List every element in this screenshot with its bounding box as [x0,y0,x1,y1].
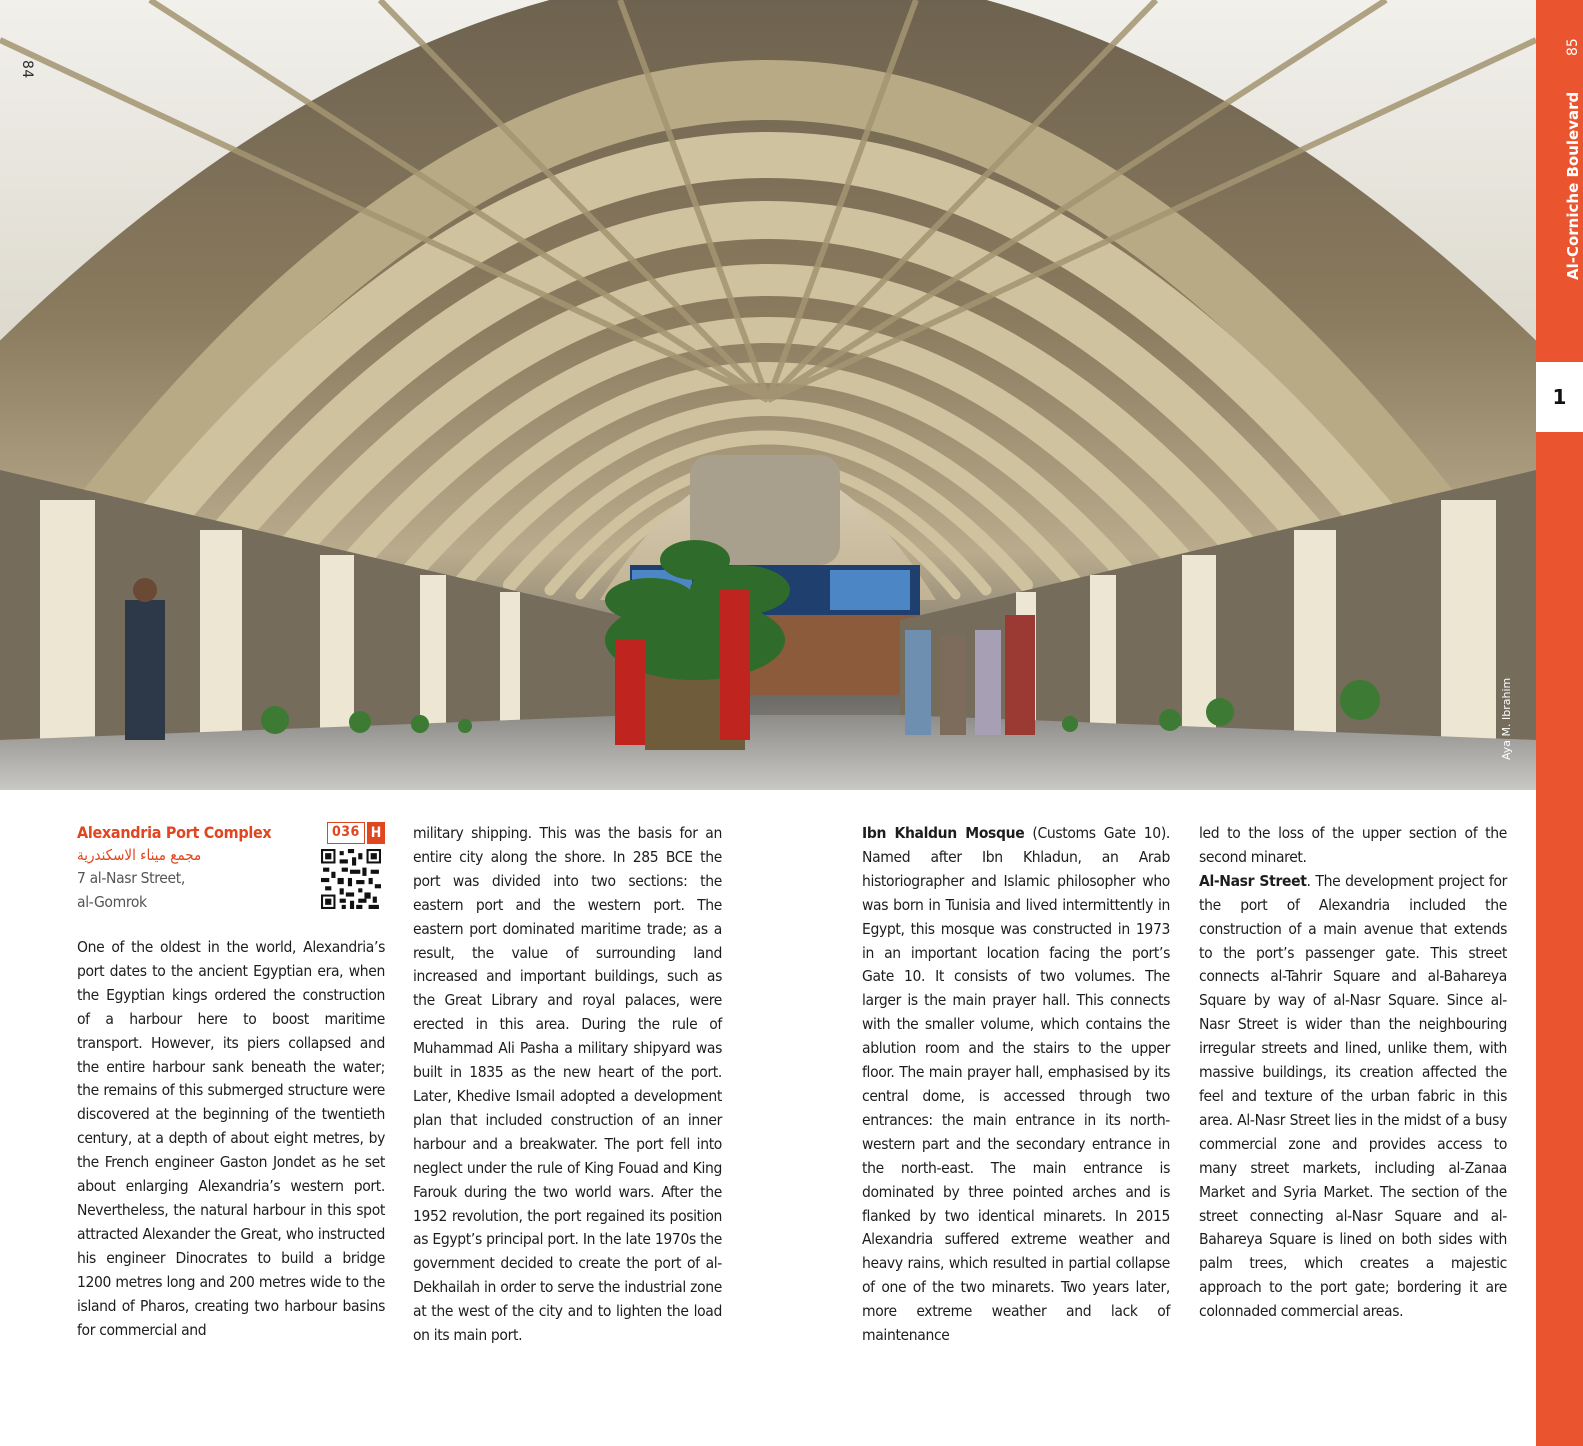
body-paragraph-4b [1199,870,1507,1324]
entry-category: H [367,822,385,844]
entry-address-line-1: 7 al-Nasr Street, [77,869,185,887]
right-page-number: 85 [1565,38,1581,56]
chapter-number: 1 [1536,362,1583,432]
left-page-number: 84 [19,60,35,79]
text-column-2 [413,822,722,1348]
mosque-heading: Ibn Khaldun Mosque [862,824,1025,842]
street-heading: Al-Nasr Street [1199,871,1307,890]
body-paragraph-1: One of the oldest in the world, Alexandria’s port dates to the ancient Egyptian era, when the Egyptian kings ordered the construction of a harbour here to boost maritime transport. However, its piers collapsed and the entire harbour sank beneath the water; the remains of this submerged structure were discovered at the beginning of the twentieth century, at a depth of about eight metres, by the French engineer Gaston Jondet as he set about enlarging Alexandria’s western port. Nevertheless, the natural harbour in this spot attracted Alexander the Great, who instructed his engineer Dinocrates to build a bridge 1200 metres long and 200 metres wide to the island of Pharos, creating two harbour basins for commercial and [77,938,385,1339]
entry-header [77,822,385,934]
text-column-3 [862,822,1170,1348]
entry-badge [327,822,385,844]
body-paragraph-2: military shipping. This was the basis for an entire city along the shore. In 285 BCE the port was divided into two sections: the eastern port and the western port. The eastern port dominated maritime trade; as a result, the value of surrounding land increased and important buildings, such as the Great Library and royal palaces, were erected in this area. During the rule of Muhammad Ali Pasha a military shipyard was built in 1835 as the new heart of the port. Later, Khedive Ismail adopted a development plan that included construction of an inner harbour and a breakwater. The port fell into neglect under the rule of King Fouad and King Farouk during the two world wars. After the 1952 revolution, the port regained its position as Egypt’s principal port. In the late 1970s the government decided to create the port of al-Dekhailah in order to serve the industrial zone at the west of the city and to lighten the load on its main port. [413,824,722,1345]
entry-number: 036 [327,822,365,844]
entry-address-line-2: al-Gomrok [77,893,147,911]
entry-title: Alexandria Port Complex [77,823,272,842]
mosque-text: (Customs Gate 10). Named after Ibn Khladun, an Arab historiographer and Islamic philosopher who was born in Tunisia and lived intermittently in Egypt, this mosque was constructed in 1973 in an important location facing the port’s Gate 10. It consists of two volumes. The larger is the main prayer hall. This connects with the smaller volume, which contains the ablution room and the stairs to the upper floor. The main prayer hall, emphasised by its central dome, is accessed through two entrances: the main entrance in its north-western part and the secondary entrance in the north-east. The main entrance is dominated by three pointed arches and is flanked by two identical minarets. In 2015 Alexandria suffered extreme weather and heavy rains, which resulted in partial collapse of one of the two minarets. Two years later, more extreme weather and lack of maintenance [862,824,1170,1345]
photo-credit: Aya M. Ibrahim [1500,677,1513,760]
entry-arabic-title: مجمع ميناء الاسكندرية [77,846,202,864]
body-paragraph-4a: led to the loss of the upper section of the second minaret. [1199,824,1507,866]
qr-code-icon[interactable] [321,849,381,909]
street-text: . The development project for the port of Alexandria included the construction of a main avenue that extends to the port’s passenger gate. This street connects al-Tahrir Square and al-Bahareya Square by way of al-Nasr Square. Since al-Nasr Street is wider than the neighbouring irregular streets and lined, unlike them, with massive buildings, its creation affected the feel and texture of the urban fabric in this area. Al-Nasr Street lies in the midst of a busy commercial zone and provides access to many street markets, including al-Zanaa Market and Syria Market. The section of the street connecting al-Nasr Square and al-Bahareya Square is lined on both sides with palm trees, which creates a majestic approach to the port gate; bordering it are colonnaded commercial areas. [1199,871,1508,1321]
text-column-1 [77,822,385,1342]
body-paragraph-3 [862,822,1170,1348]
chapter-title: Al-Corniche Boulevard [1564,91,1582,280]
text-column-4 [1199,822,1507,1324]
